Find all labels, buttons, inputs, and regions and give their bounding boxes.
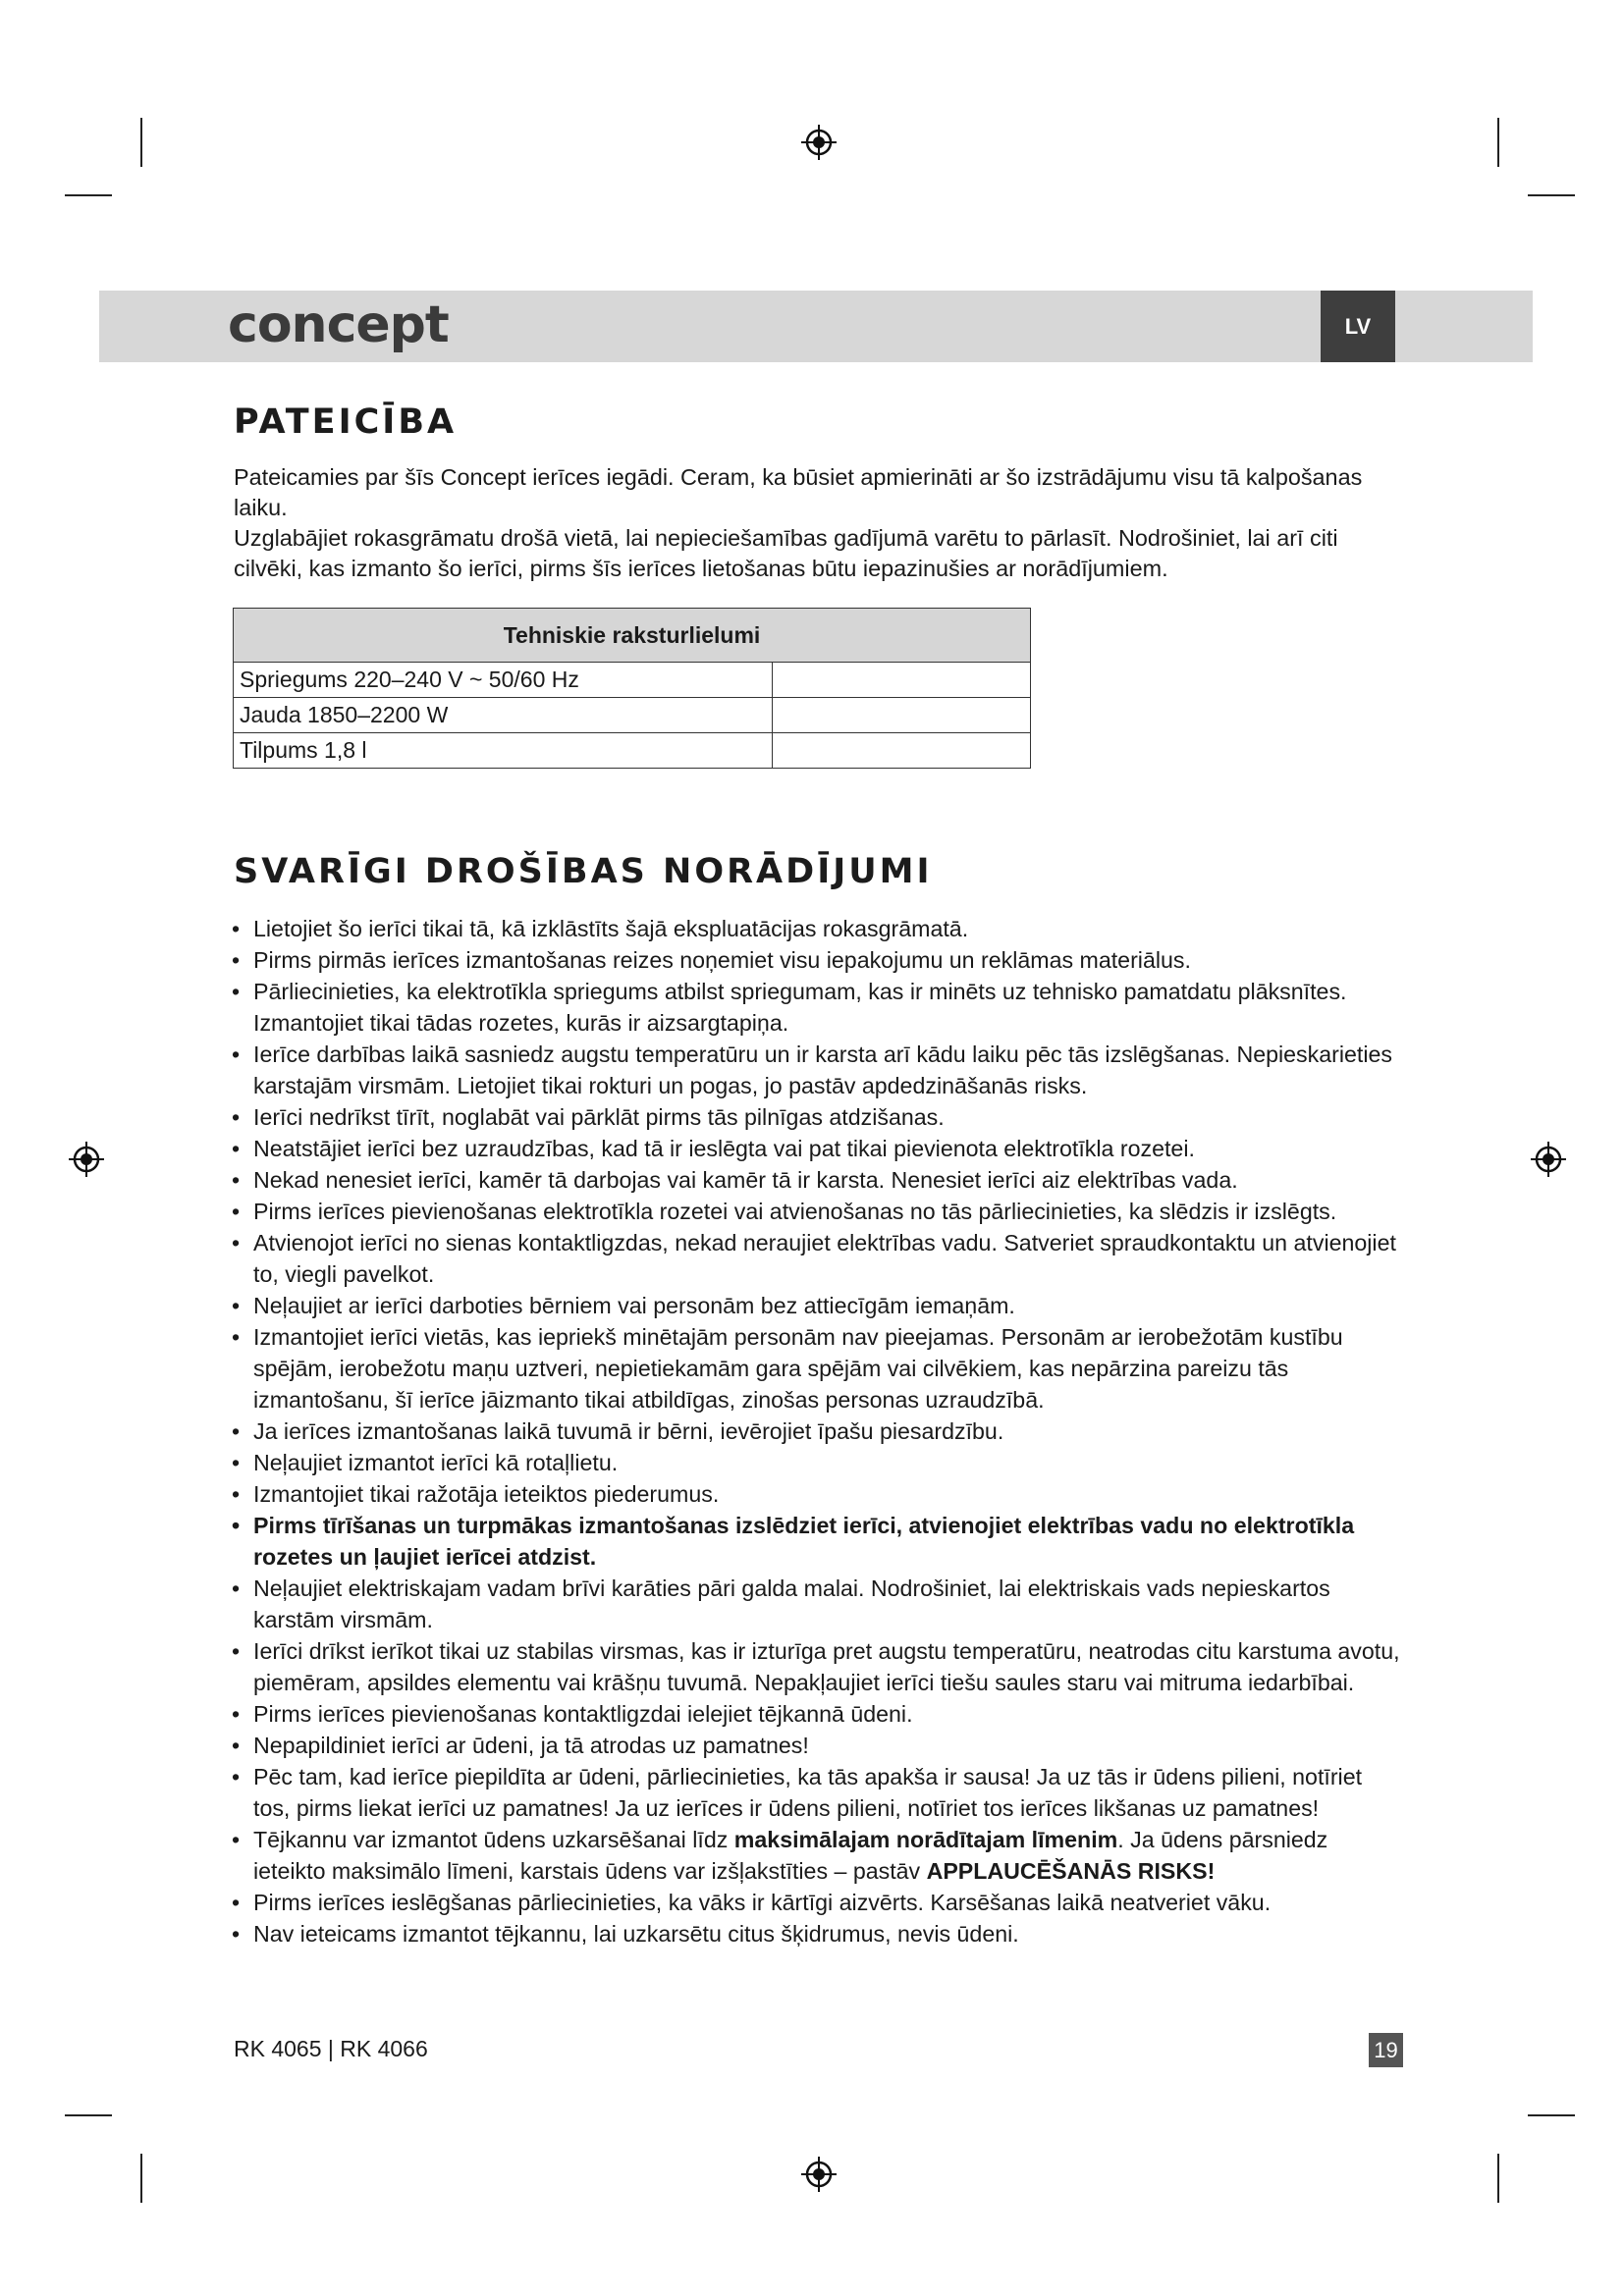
- intro-title: PATEICĪBA: [234, 402, 458, 442]
- list-item: • Neļaujiet izmantot ierīci kā rotaļlietu.: [228, 1447, 1401, 1478]
- list-item: • Ierīci drīkst ierīkot tikai uz stabilas virsmas, kas ir izturīga pret augstu temperatūru, neatrodas citu karstuma avotu, piemēram, apsildes elementu vai krāšņu tuvumā. Nepakļaujiet ierīci tiešu saules staru vai mitruma iedarbībai.: [228, 1635, 1401, 1698]
- list-item: • Neatstājiet ierīci bez uzraudzības, kad tā ir ieslēgta vai pat tikai pievienota elektrotīkla rozetei.: [228, 1133, 1401, 1164]
- table-row: [234, 733, 1031, 769]
- list-item: • Pirms ierīces ieslēgšanas pārliecinieties, ka vāks ir kārtīgi aizvērts. Karsēšanas laikā neatveriet vāku.: [228, 1887, 1401, 1918]
- intro-paragraph: Uzglabājiet rokasgrāmatu drošā vietā, lai nepieciešamības gadījumā varētu to pārlasīt. Nodrošiniet, lai arī citi cilvēki, kas izmanto šo ierīci, pirms šīs ierīces lietošanas būtu iepazinušies ar norādījumiem.: [234, 525, 1338, 581]
- spec-value: [773, 733, 1031, 769]
- intro-paragraph: Pateicamies par šīs Concept ierīces iegādi. Ceram, ka būsiet apmierināti ar šo izstrādājumu visu tā kalpošanas laiku.: [234, 464, 1363, 520]
- safety-list: [228, 913, 1401, 1949]
- crop-mark: [1497, 118, 1499, 167]
- table-row: [234, 698, 1031, 733]
- list-item: • Izmantojiet tikai ražotāja ieteiktos piederumus.: [228, 1478, 1401, 1510]
- list-item: • Ierīci nedrīkst tīrīt, noglabāt vai pārklāt pirms tās pilnīgas atdzišanas.: [228, 1101, 1401, 1133]
- list-item: • Ja ierīces izmantošanas laikā tuvumā ir bērni, ievērojiet īpašu piesardzību.: [228, 1415, 1401, 1447]
- crop-mark: [1528, 194, 1575, 196]
- spec-value: [773, 698, 1031, 733]
- list-item-text: . Ja ūdens pārsniedz ieteikto maksimālo līmeni, karstais ūdens var izšļakstīties – pastāv: [253, 1827, 1328, 1884]
- crop-mark: [65, 194, 112, 196]
- footer-model: RK 4065 | RK 4066: [234, 2036, 428, 2061]
- spec-table-header: Tehniskie raksturlielumi: [234, 609, 1031, 663]
- crop-mark: [1528, 2114, 1575, 2116]
- list-item: • Pirms ierīces pievienošanas elektrotīkla rozetei vai atvienošanas no tās pārliecinieties, ka slēdzis ir izslēgts.: [228, 1196, 1401, 1227]
- header-bar: [99, 291, 1533, 362]
- list-item: • Neļaujiet elektriskajam vadam brīvi karāties pāri galda malai. Nodrošiniet, lai elektriskais vads nepieskartos karstām virsmām.: [228, 1573, 1401, 1635]
- list-item: • Pirms ierīces pievienošanas kontaktligzdai ielejiet tējkannā ūdeni.: [228, 1698, 1401, 1730]
- list-item: • Neļaujiet ar ierīci darboties bērniem vai personām bez attiecīgām iemaņām.: [228, 1290, 1401, 1321]
- list-item: • Lietojiet šo ierīci tikai tā, kā izklāstīts šajā ekspluatācijas rokasgrāmatā.: [228, 913, 1401, 944]
- list-item: • Nav ieteicams izmantot tējkannu, lai uzkarsētu citus šķidrumus, nevis ūdeni.: [228, 1918, 1401, 1949]
- list-item: • Nepapildiniet ierīci ar ūdeni, ja tā atrodas uz pamatnes!: [228, 1730, 1401, 1761]
- list-item: • Ierīce darbības laikā sasniedz augstu temperatūru un ir karsta arī kādu laiku pēc tās izslēgšanas. Nepieskarieties karstajām virsmām. Lietojiet tikai rokturi un pogas, jo pastāv apdedzināšanās risks.: [228, 1039, 1401, 1101]
- language-badge: LV: [1321, 291, 1395, 362]
- list-item: • Nekad nenesiet ierīci, kamēr tā darbojas vai kamēr tā ir karsta. Nenesiet ierīci aiz elektrības vada.: [228, 1164, 1401, 1196]
- list-item: [228, 1824, 1401, 1887]
- page-number: 19: [1369, 2033, 1403, 2067]
- registration-mark-icon: [799, 123, 839, 162]
- registration-mark-icon: [67, 1140, 106, 1179]
- list-item-emphasis: maksimālajam norādītajam līmenim: [733, 1827, 1118, 1852]
- spec-table: [233, 608, 1031, 769]
- safety-title: SVARĪGI DROŠĪBAS NORĀDĪJUMI: [234, 852, 933, 891]
- spec-label: Spriegums 220–240 V ~ 50/60 Hz: [234, 663, 773, 698]
- crop-mark: [140, 2154, 142, 2203]
- registration-mark-icon: [799, 2155, 839, 2194]
- spec-table-header-row: [234, 609, 1031, 663]
- spec-value: [773, 663, 1031, 698]
- spec-label: Tilpums 1,8 l: [234, 733, 773, 769]
- list-item: • Atvienojot ierīci no sienas kontaktligzdas, nekad neraujiet elektrības vadu. Satveriet spraudkontaktu un atvienojiet to, viegli pavelkot.: [228, 1227, 1401, 1290]
- list-item: • Izmantojiet ierīci vietās, kas iepriekš minētajām personām nav pieejamas. Personām ar ierobežotām kustību spējām, ierobežotu maņu uztveri, nepietiekamām gara spējām vai cilvēkiem, kas nepārzina pareizu tās izmantošanu, šī ierīce jāizmanto tikai atbildīgas, zinošas personas uzraudzībā.: [228, 1321, 1401, 1415]
- list-item: • Pirms tīrīšanas un turpmākas izmantošanas izslēdziet ierīci, atvienojiet elektrības vadu no elektrotīkla rozetes un ļaujiet ierīcei atdzist.: [228, 1510, 1401, 1573]
- list-item: • Pirms pirmās ierīces izmantošanas reizes noņemiet visu iepakojumu un reklāmas materiālus.: [228, 944, 1401, 976]
- table-row: [234, 663, 1031, 698]
- list-item-text: Tējkannu var izmantot ūdens uzkarsēšanai līdz: [253, 1827, 734, 1852]
- spec-label: Jauda 1850–2200 W: [234, 698, 773, 733]
- list-item: • Pārliecinieties, ka elektrotīkla spriegums atbilst spriegumam, kas ir minēts uz tehnisko pamatdatu plāksnītes. Izmantojiet tikai tādas rozetes, kurās ir aizsargtapiņa.: [228, 976, 1401, 1039]
- brand-logo: concept: [228, 295, 449, 354]
- registration-mark-icon: [1529, 1140, 1568, 1179]
- crop-mark: [65, 2114, 112, 2116]
- list-item: • Pēc tam, kad ierīce piepildīta ar ūdeni, pārliecinieties, ka tās apakša ir sausa! Ja uz tās ir ūdens pilieni, notīriet tos, pirms liekat ierīci uz pamatnes! Ja uz ierīces ir ūdens pilieni, notīriet tos ierīces likšanas uz pamatnes!: [228, 1761, 1401, 1824]
- crop-mark: [140, 118, 142, 167]
- list-item-emphasis: APPLAUCĒŠANĀS RISKS!: [926, 1858, 1216, 1884]
- crop-mark: [1497, 2154, 1499, 2203]
